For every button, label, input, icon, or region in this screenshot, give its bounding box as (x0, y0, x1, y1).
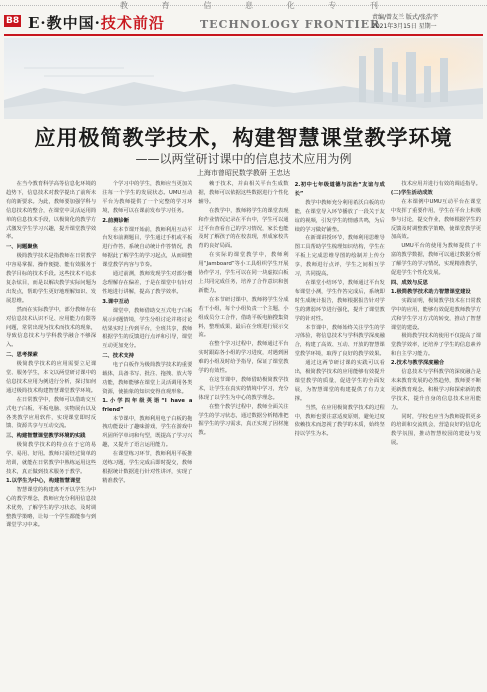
paragraph: 在课堂练习环节，教师利用平板推送练习题，学生完成后即时提交，教师根据统计数据进行针对性讲评，实现了精准教学。 (102, 451, 193, 484)
paragraph: 通过这两节研讨课的实践可以看出，极简教学技术的应用能够有效提升课堂教学的质量，促进学生的全面发展，为智慧课堂的构建提供了有力支撑。 (294, 360, 385, 402)
paragraph: 极简教学技术的特点在于它的易学、易用、好用。教师只需经过简单的培训，就能在日常教学中熟练运用这些技术，真正做到技术服务于教学。 (6, 442, 97, 475)
banner-char: 专 (328, 1, 339, 10)
paragraph: 在实际的课堂教学中，教师利用“Jamboard”等小工具组织学生开展协作学习，学生可以在同一块虚拟白板上共同完成任务，培养了合作意识和创新能力。 (198, 252, 289, 294)
paragraph: 在课堂小结环节，教师通过平台发布课堂小测，学生作答完成后，系统即时生成统计报告，教师根据报告针对学生的薄弱环节进行强化，提升了课堂教学的针对性。 (294, 279, 385, 322)
paragraph: 在整个教学过程中，教师全面关注学生的学习状态，通过数据分析精准把握学生的学习需求，真正实现了因材施教。 (198, 403, 289, 437)
article-column (295, 180, 385, 690)
subheading: 1.小学四年级英语“I have a friend” (102, 397, 193, 413)
banner-chars (120, 0, 380, 11)
paragraph: 在整个学习过程中，教师通过平台实时跟踪各小组的学习进度，对遇到困难的小组及时给予指导，保证了课堂教学的有效性。 (198, 341, 289, 375)
paragraph: 通过前测，教师发现学生对部分概念理解存在偏差，于是在课堂中有针对性地进行讲解，提高了教学效率。 (102, 271, 193, 295)
banner-char: 刊 (369, 1, 380, 10)
paragraph: 然而在实际教学中，部分教师存在对信息技术认识不足、应用能力有限等问题，常常出现为技术而技术的现象，导致信息技术与学科教学融合不够深入。 (6, 306, 97, 349)
paragraph: 当然，在应用极简教学技术的过程中，教师也要注意适度原则，避免过度依赖技术而忽视了教学的本质，始终坚持以学生为本。 (294, 404, 385, 438)
article-column (198, 180, 288, 690)
paragraph: 个学习中的学生，教师应当更加关注每一个学生的发展状态。UMU互动平台为教师提供了一个完整的学习环境，教师可以在课前发布学习任务。 (102, 181, 193, 214)
subheading: 3.课中互动 (102, 298, 130, 305)
banner-char: 息 (244, 1, 255, 10)
article-body (6, 180, 481, 690)
subheading: 一、问题聚焦 (6, 244, 38, 251)
article-column (391, 180, 481, 690)
subheading: 2.技术与教学深度融合 (390, 360, 445, 367)
paragraph: 同时，学校也应当为教师提供更多的培训和交流机会，营造良好的信息化教学氛围，推动智慧校园的建设与发展。 (390, 413, 482, 447)
paragraph: 电子白板作为极简教学技术的重要载体，具备书写、批注、拖拽、放大等功能，教师能够在课堂上灵活调用各类资源，使抽象的知识变得直观形象。 (102, 362, 193, 395)
paragraph: 智慧课堂的构建离不开以学生为中心的教学理念，教师应充分利用信息技术优势，了解学生的学习状态，及时调整教学策略，让每一个学生都能参与到课堂学习中来。 (6, 486, 97, 529)
banner-char: 化 (286, 1, 297, 10)
subheading: 四、成效与反思 (390, 279, 428, 286)
subheading: 1.极简教学技术助力智慧课堂建设 (390, 288, 471, 295)
editor-line: 责编/曾友兰 版式/张浩宇 (372, 14, 438, 21)
subheading: 2.前测诊断 (102, 217, 130, 224)
article-headline: 应用极简教学技术，构建智慧课堂教学环境 (34, 126, 453, 150)
article-column (102, 180, 192, 690)
paragraph: 在本节研讨课中，教师将学生分成若干小组，每个小组负责一个主题，小组成员分工合作，借助平板电脑搜集资料，整理成果，最后在全班进行展示交流。 (198, 296, 289, 339)
subheading: 二、技术支持 (102, 353, 134, 360)
banner-char: 育 (161, 1, 172, 10)
paragraph: 本节课中，教师利用电子白板的拖拽功能设计了趣味游戏，学生在游戏中巩固所学单词和句型，既提高了学习兴趣，又提升了语言运用能力。 (102, 415, 193, 449)
paragraph: 极简教学技术的使用不仅提高了课堂教学效率，还培养了学生的信息素养和自主学习能力。 (390, 333, 482, 358)
paragraph: 信息技术与学科教学的深度融合是未来教育发展的必然趋势，教师要不断更新教育观念，积极学习和探索新的教学技术，提升自身的信息技术应用能力。 (390, 369, 482, 411)
page-number: B8 (6, 16, 20, 26)
article-byline: 上海市曾昭民数学教研 王忠达 (196, 169, 291, 177)
paragraph: 在日常教学中，教师可以借助交互式电子白板、平板电脑、实物展台以及各类教学应用软件，实现课堂即时反馈、资源共享与互动交流。 (6, 396, 97, 430)
paragraph: 极简教学技术是指教师在日常教学中容易掌握、操作便捷、能有效服务于教学目标的技术手段。这些技术不追求复杂炫目，而是以解决教学实际问题为出发点，帮助学生更好地理解知识、发展思维。 (6, 253, 97, 304)
header-rule (4, 34, 483, 36)
paragraph: 在教学中，教师将学生的课堂表现和作业情况记录在平台中，学生可以通过平台查看自己的学习情况，家长也能及时了解孩子的在校表现，形成家校共育的良好局面。 (198, 207, 289, 250)
hero-landscape-svg (4, 38, 483, 119)
subheading: 1.以学生为中心，构建智慧课堂 (6, 477, 81, 484)
hero-illustration (4, 38, 483, 119)
section-highlight: 技术前沿 (100, 14, 165, 32)
paragraph: UMU平台的使用为教师提供了丰富的教学数据，教师可以通过数据分析了解学生的学习情况，实现精准教学，促进学生个性化发展。 (390, 243, 482, 277)
subheading: 三、构建智慧课堂教学环境的实践 (6, 433, 86, 440)
paragraph: 本节课中，教师始终关注学生的学习体验，将信息技术与学科教学深度融合，构建了高效、互动、开放的智慧课堂教学环境，取得了良好的教学效果。 (294, 324, 385, 358)
paragraph: 在当今教育科学高等信息化环境的趋势下，信息技术对教学提出了前所未有的新要求。为此，教师要加强学科与信息技术的整合，在课堂中灵活运用简单的信息技术手段，以极简化的教学方式激发学生学习兴趣，提升课堂教学效率。 (6, 181, 97, 241)
masthead (0, 13, 487, 35)
edit-info (372, 13, 484, 31)
article-column (6, 180, 96, 690)
paragraph: 课堂中，教师借助交互式电子白板展示问题情境，学生分组讨论并将讨论结果实时上传到平台，全班共享，教师根据学生的反馈进行点评和引导，课堂互动更加充分。 (102, 307, 193, 350)
section-english-title: TECHNOLOGY FRONTIER (200, 18, 381, 31)
article-subheadline: ——以两堂研讨课中的信息技术应用为例 (135, 152, 352, 166)
paragraph: 在本节课开始前，教师利用互动平台发布前测题目，学生通过手机或平板进行作答，系统自动统计作答情况，教师据此了解学生的学习起点，从而调整课堂教学内容与节奏。 (102, 226, 193, 269)
paragraph: 在本课例中UMU互动平台在课堂中发挥了重要作用，学生在平台上积极参与讨论，提交作业，教师根据学生的反馈及时调整教学策略，使课堂教学更加高效。 (390, 198, 482, 241)
subheading: 2.初中七年级道德与法治“友谊与成长” (294, 182, 385, 197)
section-title (28, 12, 165, 33)
subheading: (二)学生活动成效 (390, 189, 433, 196)
section-prefix: E·教中国· (28, 14, 101, 32)
paragraph: 在新课讲授环节，教师利用思维导图工具帮助学生梳理知识结构，学生在平板上完成思维导图的绘制并上传分享，教师进行点评，学生之间相互学习，共同提高。 (294, 235, 385, 278)
subheading: 二、思考探索 (6, 352, 38, 359)
banner-char: 信 (203, 1, 214, 10)
date-line: 2021年3月15日 星期一 (372, 23, 437, 30)
paragraph: 极简教学技术的应用需要立足课堂、服务学生，本文以两堂研讨课中的信息技术应用为例进行分析，探讨如何通过极简技术构建智慧课堂教学环境。 (6, 361, 97, 394)
paragraph: 赖于技术，并由相关平台生成数据，教师可以依据这些数据进行个性化辅导。 (198, 181, 289, 205)
top-banner (0, 0, 487, 10)
paragraph: 技术应用并进行有效的调适指导。 (401, 181, 481, 187)
banner-char: 教 (120, 1, 130, 10)
paragraph: 教学中教师充分利用希沃白板的功能，在课堂导入环节播放了一段关于友谊的视频，引发学生的情感共鸣，为后续的学习做好铺垫。 (294, 199, 385, 233)
paragraph: 在这节课中，教师借助极简教学技术，让学生在真实的情境中学习，充分体现了以学生为中心的教学理念。 (198, 376, 289, 401)
paragraph: 实践证明，极简教学技术在日常教学中的应用，能够有效促进教师教学方式和学生学习方式的转变，推动了智慧课堂的建设。 (390, 297, 482, 331)
